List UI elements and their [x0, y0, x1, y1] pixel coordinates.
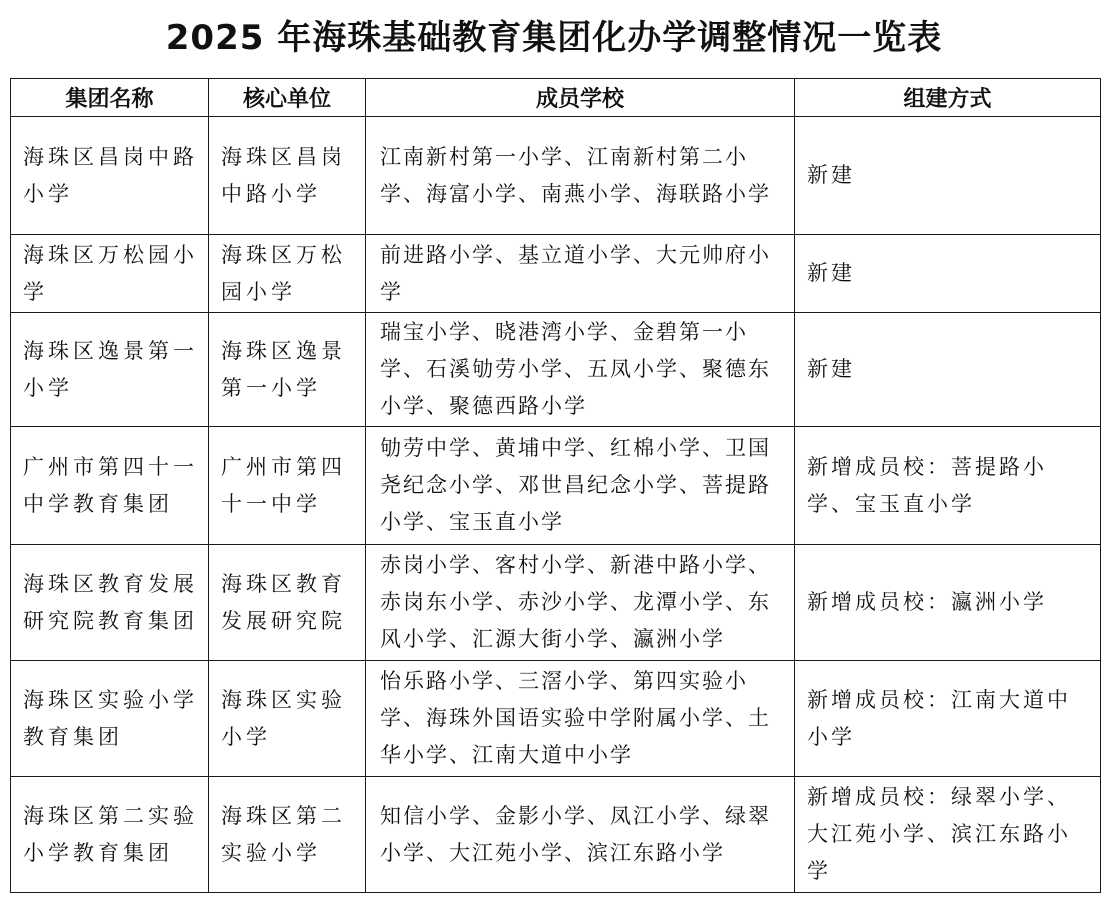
table-row — [11, 545, 1101, 661]
table-row — [11, 427, 1101, 545]
table-row — [11, 661, 1101, 777]
group-name-cell: 海珠区实验小学教育集团 — [11, 661, 209, 777]
group-name-cell: 海珠区教育发展研究院教育集团 — [11, 545, 209, 661]
table-header-row — [11, 79, 1101, 117]
core-unit-cell: 海珠区逸景第一小学 — [209, 313, 366, 427]
group-name-cell: 海珠区昌岗中路小学 — [11, 117, 209, 235]
core-unit-cell: 海珠区教育发展研究院 — [209, 545, 366, 661]
formation-method-cell: 新建 — [795, 235, 1101, 313]
header-member-schools: 成员学校 — [366, 79, 795, 117]
core-unit-cell: 海珠区第二实验小学 — [209, 777, 366, 893]
core-unit-cell: 海珠区万松园小学 — [209, 235, 366, 313]
formation-method-cell: 新增成员校：菩提路小学、宝玉直小学 — [795, 427, 1101, 545]
header-formation-method: 组建方式 — [795, 79, 1101, 117]
table-row — [11, 777, 1101, 893]
header-core-unit: 核心单位 — [209, 79, 366, 117]
formation-method-cell: 新建 — [795, 117, 1101, 235]
member-schools-cell: 劬劳中学、黄埔中学、红棉小学、卫国尧纪念小学、邓世昌纪念小学、菩提路小学、宝玉直小学 — [366, 427, 795, 545]
formation-method-cell: 新增成员校：瀛洲小学 — [795, 545, 1101, 661]
group-name-cell: 广州市第四十一中学教育集团 — [11, 427, 209, 545]
formation-method-cell: 新增成员校：绿翠小学、大江苑小学、滨江东路小学 — [795, 777, 1101, 893]
table-row — [11, 117, 1101, 235]
table-row — [11, 313, 1101, 427]
group-name-cell: 海珠区逸景第一小学 — [11, 313, 209, 427]
formation-method-cell: 新增成员校：江南大道中小学 — [795, 661, 1101, 777]
adjustment-table — [10, 78, 1101, 893]
member-schools-cell: 怡乐路小学、三滘小学、第四实验小学、海珠外国语实验中学附属小学、土华小学、江南大道中小学 — [366, 661, 795, 777]
core-unit-cell: 海珠区昌岗中路小学 — [209, 117, 366, 235]
group-name-cell: 海珠区第二实验小学教育集团 — [11, 777, 209, 893]
header-group-name: 集团名称 — [11, 79, 209, 117]
member-schools-cell: 知信小学、金影小学、凤江小学、绿翠小学、大江苑小学、滨江东路小学 — [366, 777, 795, 893]
page-title: 2025 年海珠基础教育集团化办学调整情况一览表 — [165, 18, 943, 58]
formation-method-cell: 新建 — [795, 313, 1101, 427]
group-name-cell: 海珠区万松园小学 — [11, 235, 209, 313]
core-unit-cell: 海珠区实验小学 — [209, 661, 366, 777]
table-row — [11, 235, 1101, 313]
member-schools-cell: 赤岗小学、客村小学、新港中路小学、赤岗东小学、赤沙小学、龙潭小学、东风小学、汇源大街小学、瀛洲小学 — [366, 545, 795, 661]
core-unit-cell: 广州市第四十一中学 — [209, 427, 366, 545]
member-schools-cell: 瑞宝小学、晓港湾小学、金碧第一小学、石溪劬劳小学、五凤小学、聚德东小学、聚德西路小学 — [366, 313, 795, 427]
member-schools-cell: 江南新村第一小学、江南新村第二小学、海富小学、南燕小学、海联路小学 — [366, 117, 795, 235]
member-schools-cell: 前进路小学、基立道小学、大元帅府小学 — [366, 235, 795, 313]
